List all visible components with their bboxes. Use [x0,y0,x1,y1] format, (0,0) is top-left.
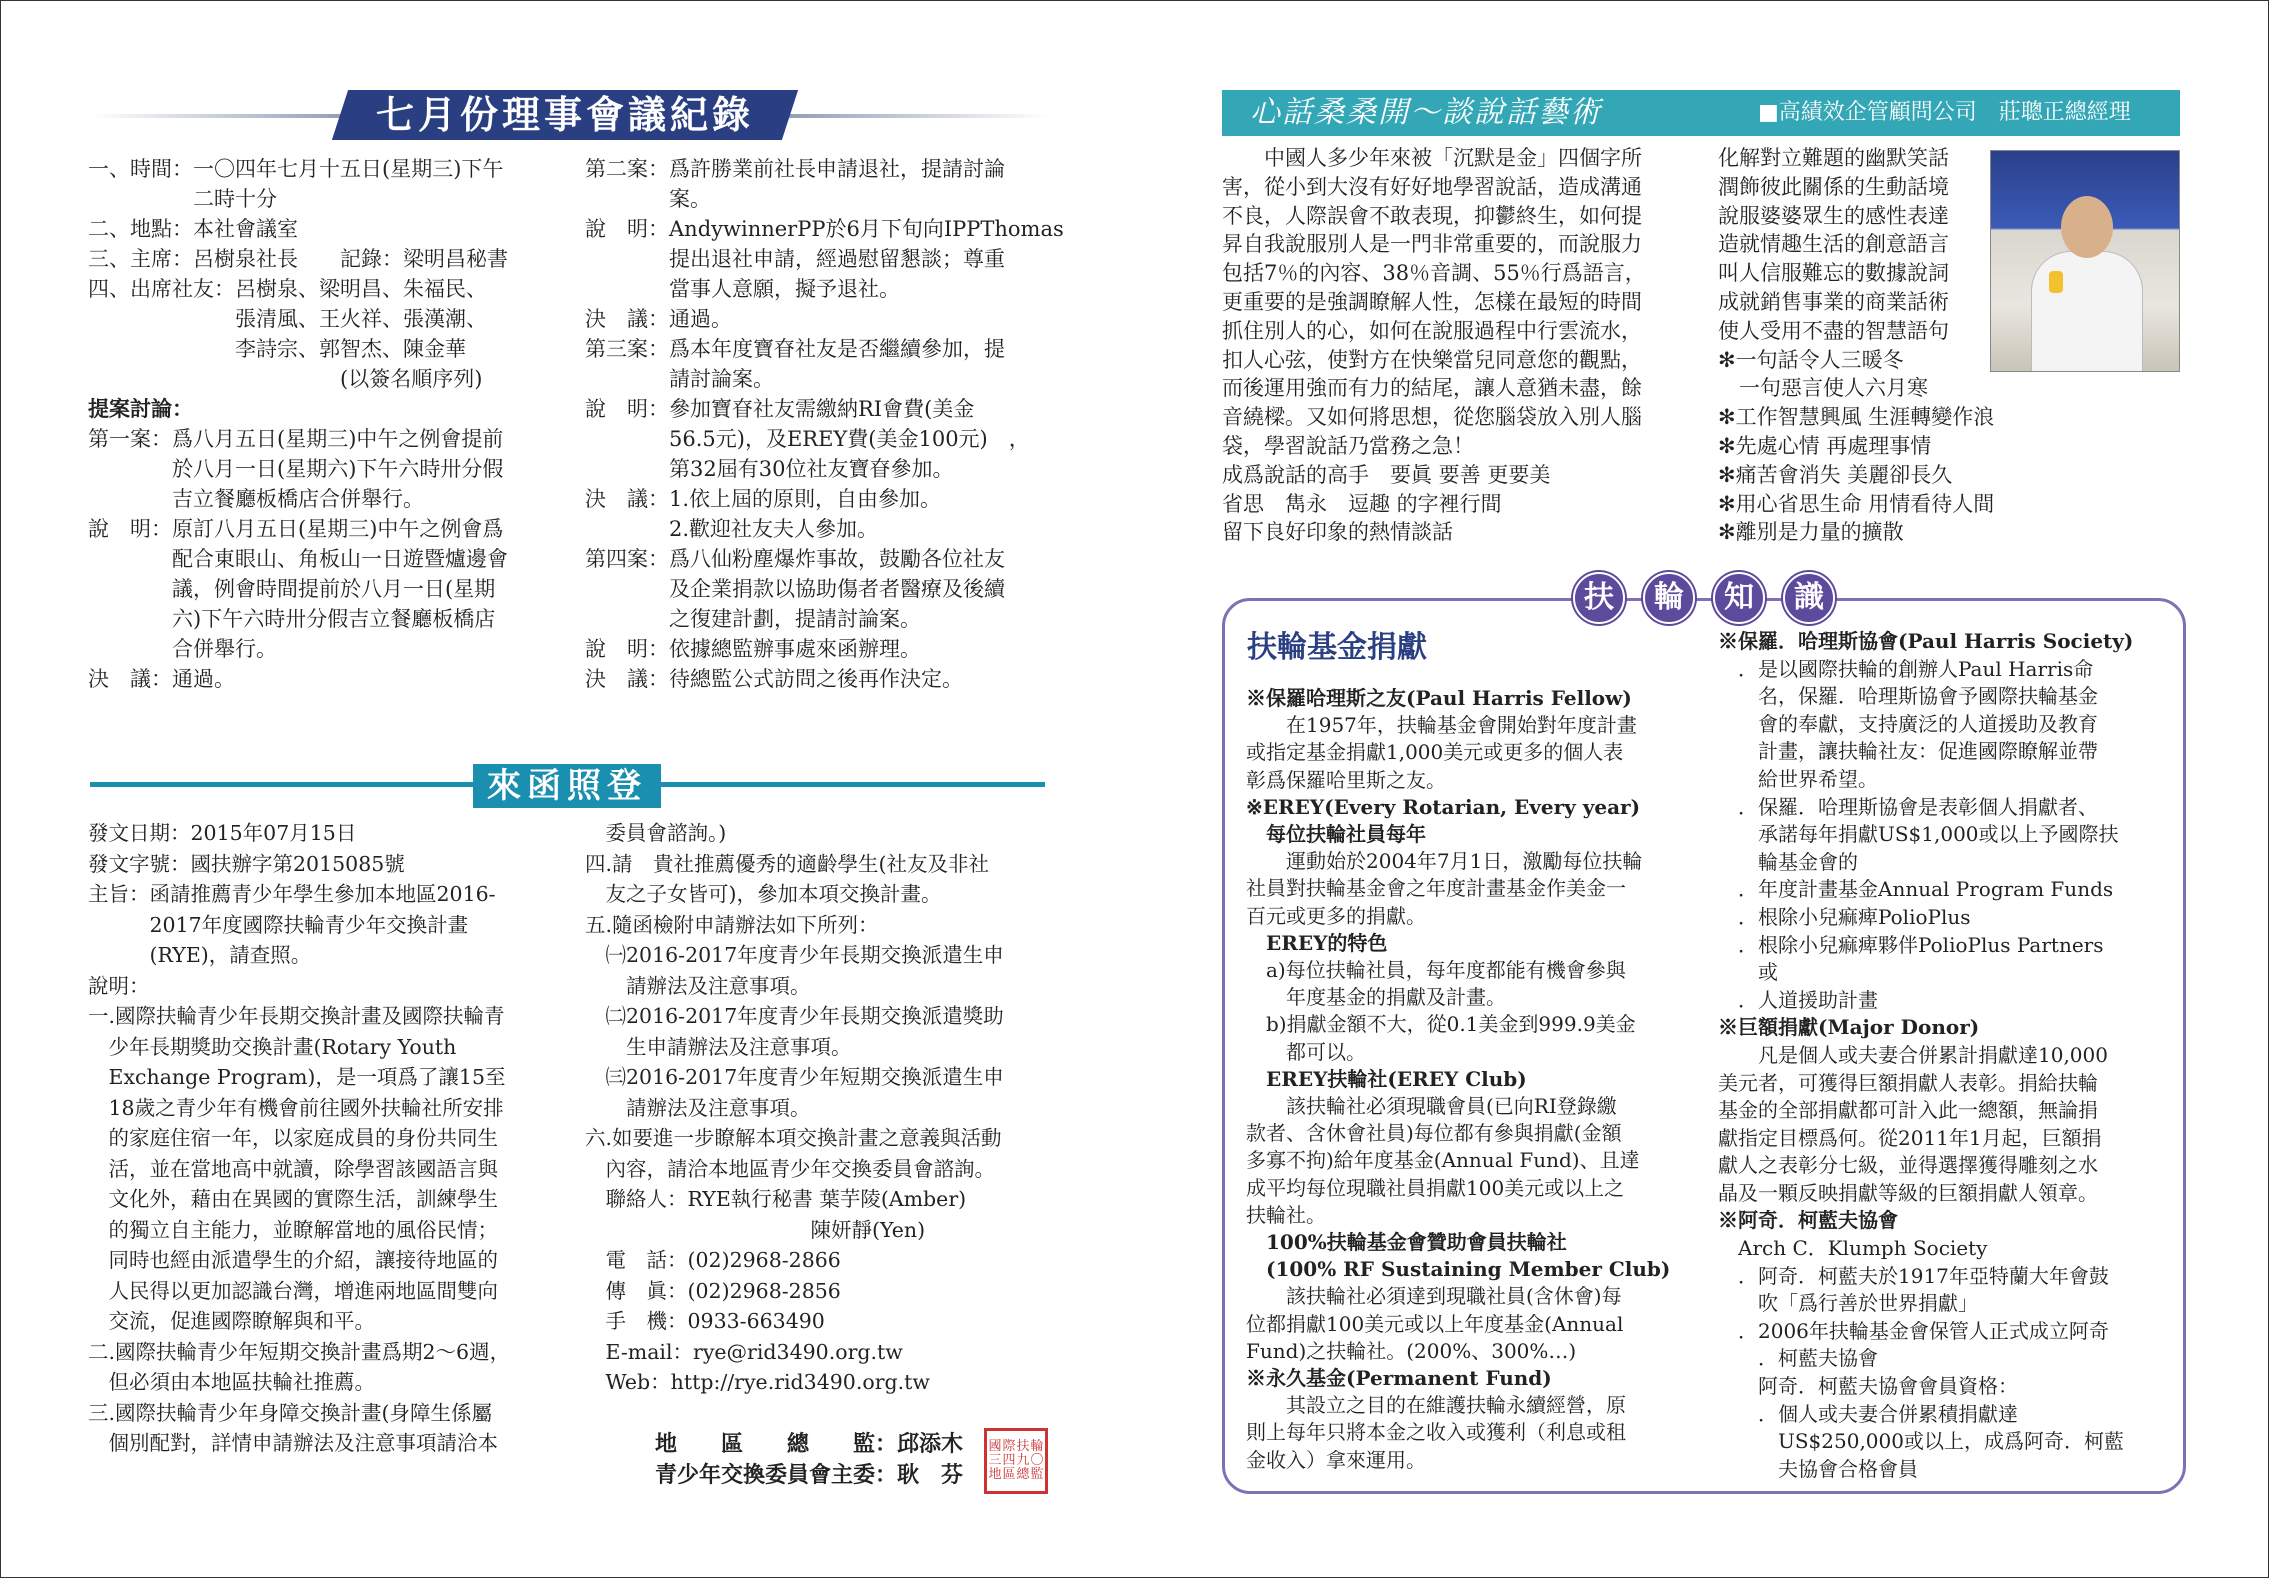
text-line: 請討論案。 [585,367,774,391]
text-line: 二時十分 [88,187,277,211]
text-line: 聯絡人：RYE執行秘書 葉芋陵(Amber) [585,1187,967,1211]
text-line: ✻離別是力量的擴散 [1718,520,1904,545]
text-line: 美元者，可獲得巨額捐獻人表彰。捐給扶輪 [1718,1070,2098,1095]
text-line: 吹「爲行善於世界捐獻」 [1718,1291,1978,1316]
seal-char: 地 [988,1467,1002,1482]
text-line: ．根除小兒痲痺夥伴PolioPlus Partners [1718,932,2104,957]
text-line: 年度基金的捐獻及計畫。 [1246,985,1506,1010]
title-rule-left [92,114,352,118]
tag-char: 識 [1783,572,1835,624]
text-line: 活，並在當地高中就讀，除學習該國語言與 [88,1156,498,1181]
text-line: ✻用心省思生命 用情看待人間 [1718,491,1995,516]
text-line: 多寡不拘)給年度基金(Annual Fund)、且達 [1246,1148,1640,1173]
text-line: 及企業捐款以協助傷者者醫療及後續 [585,577,1005,601]
text-line: 不良，人際誤會不敢表現，抑鬱終生，如何提 [1222,203,1642,228]
seal-char: 三 [988,1453,1002,1468]
text-line: 說 明：AndywinnerPP於6月下旬向IPPThomas [585,217,1064,241]
text-line: ※EREY(Every Rotarian, Every year) [1246,794,1641,819]
tag-char: 輪 [1643,572,1695,624]
microphone [2049,271,2063,293]
text-line: 或 [1718,960,1778,985]
text-line: 18歲之青少年有機會前往國外扶輪社所安排 [88,1095,504,1120]
text-line: 輪基金會的 [1718,849,1858,874]
text-line: ．阿奇．柯藍夫於1917年亞特蘭大年會鼓 [1718,1263,2109,1288]
text-line: 配合東眼山、角板山一日遊暨爐邊會 [88,547,508,571]
text-line: 2.歡迎社友夫人參加。 [585,517,879,541]
text-line: ㈡2016-2017年度青少年長期交換派遣獎助 [585,1004,1004,1028]
text-line: 第三案：爲本年度寶眘社友是否繼續參加，提 [585,337,1005,361]
text-line: EREY的特色 [1246,930,1388,955]
text-line: 100%扶輪基金會贊助會員扶輪社 [1246,1230,1567,1255]
text-line: ．2006年扶輪基金會保管人正式成立阿奇 [1718,1318,2109,1343]
text-line: 中國人多少年來被「沉默是金」四個字所 [1222,146,1642,170]
rotary-knowledge-tag [1573,572,1833,624]
text-line: 友之子女皆可)，參加本項交換計畫。 [585,882,942,906]
text-line: E-mail：rye@rid3490.org.tw [585,1339,903,1364]
text-line: 決 議：通過。 [585,307,732,331]
letter-column-2 [585,818,1004,1398]
letter-title: 來函照登 [473,764,661,808]
text-line: 的家庭住宿一年，以家庭成員的身份共同生 [88,1126,498,1150]
text-line: 彰爲保羅哈里斯之友。 [1246,767,1446,792]
minutes-title-banner [332,90,798,140]
text-line: 四.請 貴社推薦優秀的適齡學生(社友及非社 [585,851,990,876]
text-line: 名，保羅．哈理斯協會予國際扶輪基金 [1718,684,2098,709]
text-line: 六)下午六時卅分假吉立餐廳板橋店 [88,607,496,631]
text-line: 成爲說話的高手 要眞 要善 更要美 [1222,462,1551,487]
text-line: 潤飾彼此關係的生動話境 [1718,174,1949,199]
text-line: 議，例會時間提前於八月一日(星期 [88,577,496,601]
rotary-column-2 [1718,628,2133,1483]
text-line: 在1957年，扶輪基金會開始對年度計畫 [1246,713,1637,738]
minutes-title: 七月份理事會議紀錄 [375,93,754,137]
text-line: 三.國際扶輪青少年身障交換計畫(身障生係屬 [88,1400,493,1425]
seal-char: 國 [988,1439,1002,1454]
text-line: ✻痛苦會消失 美麗卻長久 [1718,462,1953,487]
text-line: 傳 眞：(02)2968-2856 [585,1278,841,1303]
text-line: 百元或更多的捐獻。 [1246,903,1426,928]
text-line: 其設立之目的在維護扶輪永續經營，原 [1246,1393,1626,1418]
text-line: 音繞樑。又如何將思想，從您腦袋放入別人腦 [1222,405,1642,430]
text-line: Web：http://rye.rid3490.org.tw [585,1370,930,1394]
text-line: 三、主席：呂樹泉社長 記錄：梁明昌秘書 [88,247,508,271]
text-line: Arch C．Klumph Society [1718,1236,1988,1261]
text-line: 內容，請洽本地區青少年交換委員會諮詢。 [585,1156,995,1181]
speaker-head [2061,196,2113,258]
text-line: ※永久基金(Permanent Fund) [1246,1366,1552,1391]
text-line: 獻人之表彰分七級，並得選擇獲得雕刻之水 [1718,1153,2098,1178]
text-line: 之復建計劃，提請討論案。 [585,607,921,631]
speaker-figure [2031,251,2143,372]
minutes-column-2 [585,154,1064,694]
text-line: ．柯藍夫協會 [1718,1346,1878,1371]
text-line: 基金的全部捐獻都可計入此一總額，無論捐 [1718,1098,2098,1123]
text-line: ✻先處心情 再處理事情 [1718,433,1932,458]
text-line: 發文字號：國扶辦字第2015085號 [88,851,405,876]
seal-char: 區 [1002,1467,1016,1482]
text-line: b)捐獻金額不大，從0.1美金到999.9美金 [1246,1012,1636,1037]
seal-char: 際 [1002,1439,1016,1454]
text-line: 而後運用強而有力的結尾，讓人意猶未盡，餘 [1222,376,1642,401]
rotary-column-1 [1246,685,1670,1474]
text-line: 袋，學習說話乃當務之急！ [1222,433,1474,458]
text-line: 少年長期獎助交換計畫(Rotary Youth [88,1034,457,1059]
text-line: 金收入）拿來運用。 [1246,1447,1426,1472]
text-line: 成就銷售事業的商業話術 [1718,289,1949,314]
text-line: 56.5元)，及EREY費(美金100元) ， [585,427,1030,451]
text-line: 提出退社申請，經過慰留懇談；尊重 [585,247,1005,271]
text-line: ．根除小兒痲痺PolioPlus [1718,904,1971,929]
text-line: 扣人心弦，使對方在快樂當兒同意您的觀點， [1222,347,1642,372]
text-line: 說 明：參加寶眘社友需繳納RI會費(美金 [585,397,975,421]
seal-char: 監 [1030,1467,1044,1482]
text-line: 陳妍靜(Yen) [585,1217,926,1242]
speech-byline: ■高績效企管顧問公司 莊聰正總經理 [1758,100,2131,125]
text-line: ．人道援助計畫 [1718,987,1878,1012]
text-line: 留下良好印象的熱情談話 [1222,520,1453,545]
text-line: 說 明：原訂八月五日(星期三)中午之例會爲 [88,517,504,541]
text-line: 張清風、王火祥、張漢潮、 [88,307,487,331]
seal-char: 四 [1002,1453,1016,1468]
text-line: ．保羅．哈理斯協會是表彰個人捐獻者、 [1718,794,2098,819]
title-rule-right [778,114,1048,118]
text-line: 發文日期：2015年07月15日 [88,821,357,845]
text-line: ※保羅．哈理斯協會(Paul Harris Society) [1718,629,2134,653]
text-line: 害，從小到大沒有好好地學習說話，造成溝通 [1222,174,1642,199]
text-line: 抓住別人的心，如何在說服過程中行雲流水， [1222,318,1642,343]
text-line: 人民得以更加認識台灣，增進兩地區間雙向 [88,1278,498,1303]
text-line: 委員會諮詢。) [585,821,727,845]
text-line: 都可以。 [1246,1039,1366,1064]
text-line: 使人受用不盡的智慧語句 [1718,318,1949,343]
text-line: 決 議：通過。 [88,667,235,691]
official-seal [984,1428,1048,1494]
text-line: 會的奉獻，支持廣泛的人道援助及教育 [1718,711,2098,736]
text-line: 獻指定目標爲何。從2011年1月起，巨額捐 [1718,1125,2102,1150]
seal-char: 〇 [1030,1453,1044,1468]
text-line: 李詩宗、郭智杰、陳金華 [88,337,466,361]
text-line: 款者、含休會社員)每位都有參與捐獻(金額 [1246,1121,1622,1146]
text-line: (100% RF Sustaining Member Club) [1246,1257,1671,1282]
text-line: 請辦法及注意事項。 [585,1095,811,1120]
text-line: 更重要的是強調瞭解人性，怎樣在最短的時間 [1222,289,1642,314]
text-line: 案。 [585,187,711,211]
text-line: 化解對立難題的幽默笑話 [1718,146,1949,170]
text-line: ✻工作智慧興風 生涯轉變作浪 [1718,405,1995,430]
text-line: 個別配對，詳情申請辦法及注意事項請洽本 [88,1431,498,1455]
text-line: 的獨立自主能力，並瞭解當地的風俗民情； [88,1217,498,1242]
fund-donation-title: 扶輪基金捐獻 [1247,630,1427,665]
text-line: 二.國際扶輪青少年短期交換計畫爲期2～6週， [88,1339,511,1364]
text-line: 每位扶輪社員每年 [1246,822,1426,847]
text-line: US$250,000或以上，成爲阿奇．柯藍 [1718,1429,2124,1454]
tag-char: 扶 [1573,572,1625,624]
text-line: 六.如要進一步瞭解本項交換計畫之意義與活動 [585,1126,1002,1150]
text-line: 主旨：函請推薦青少年學生參加本地區2016- [88,882,496,906]
text-line: ．是以國際扶輪的創辦人Paul Harris命 [1718,656,2094,681]
text-line: 說明： [88,973,150,998]
text-line: 說 明：依據總監辦事處來函辦理。 [585,637,921,661]
seal-char: 輪 [1030,1439,1044,1454]
tag-char: 知 [1713,572,1765,624]
text-line: ※巨額捐獻(Major Donor) [1718,1015,1980,1040]
text-line: 計畫，讓扶輪社友：促進國際瞭解並帶 [1718,739,2098,764]
minutes-column-1 [88,154,508,694]
text-line: 給世界希望。 [1718,766,1878,791]
text-line: 決 議：1.依上屆的原則，自由參加。 [585,487,942,511]
text-line: (RYE)，請查照。 [88,943,312,967]
seal-char: 總 [1016,1467,1030,1482]
text-line: EREY扶輪社(EREY Club) [1246,1066,1527,1091]
text-line: 說服婆婆眾生的感性表達 [1718,203,1949,228]
text-line: 五.隨函檢附申請辦法如下所列： [585,912,879,937]
text-line: 二、地點：本社會議室 [88,217,298,241]
text-line: 交流，促進國際瞭解與和平。 [88,1309,375,1333]
text-line: 承諾每年捐獻US$1,000或以上予國際扶 [1718,822,2119,847]
text-line: Fund)之扶輪社。(200%、300%…) [1246,1338,1577,1363]
text-line: 凡是個人或夫妻合併累計捐獻達10,000 [1718,1042,2108,1067]
text-line: 昇自我說服別人是一門非常重要的，而說服力 [1222,232,1642,257]
text-line: ✻一句話令人三暖冬 [1718,347,1904,372]
text-line: 第一案：爲八月五日(星期三)中午之例會提前 [88,427,504,451]
signature-governor: 地 區 總 監：邱添木 [655,1431,964,1457]
text-line: ※保羅哈理斯之友(Paul Harris Fellow) [1246,686,1632,710]
text-line: 生申請辦法及注意事項。 [585,1034,852,1059]
text-line: a)每位扶輪社員，每年度都能有機會參與 [1246,958,1626,983]
text-line: (以簽名順序列) [88,367,483,391]
text-line: 2017年度國際扶輪青少年交換計畫 [88,912,469,937]
speech-column-1 [1222,144,1646,547]
text-line: 包括7％的內容、38％音調、55％行爲語言， [1222,261,1646,286]
speech-column-2 [1718,144,1994,547]
text-line: 或指定基金捐獻1,000美元或更多的個人表 [1246,740,1624,765]
text-line: 該扶輪社必須達到現職社員(含休會)每 [1246,1284,1622,1309]
speaker-photo [1990,150,2180,372]
text-line: 決 議：待總監公式訪問之後再作決定。 [585,667,963,691]
text-line: 造就情趣生活的創意語言 [1718,232,1949,257]
text-line: 第32屆有30位社友寶眘參加。 [585,457,954,481]
text-line: 第四案：爲八仙粉塵爆炸事故，鼓勵各位社友 [585,547,1005,571]
text-line: 扶輪社。 [1246,1202,1326,1227]
text-line: ．年度計畫基金Annual Program Funds [1718,877,2114,902]
text-line: 位都捐獻100美元或以上年度基金(Annual [1246,1311,1624,1336]
text-line: 四、出席社友：呂樹泉、梁明昌、朱福民、 [88,277,487,301]
text-line: 但必須由本地區扶輪社推薦。 [88,1370,375,1394]
signature-committee-chair: 青少年交換委員會主委：耿 芬 [655,1462,964,1488]
text-line: 社員對扶輪基金會之年度計畫基金作美金一 [1246,876,1626,901]
text-line: Exchange Program)，是一項爲了讓15至 [88,1065,506,1089]
text-line: ㈢2016-2017年度青少年短期交換派遣生申 [585,1065,1004,1089]
text-line: 該扶輪社必須現職會員(已向RI登錄繳 [1246,1094,1617,1119]
text-line: 一句惡言使人六月寒 [1718,376,1928,401]
text-line: 請辦法及注意事項。 [585,973,811,998]
text-line: 電 話：(02)2968-2866 [585,1248,841,1272]
seal-char: 扶 [1016,1439,1030,1454]
text-line: ※阿奇．柯藍夫協會 [1718,1208,1898,1233]
text-line: 晶及一顆反映捐獻等級的巨額捐獻人領章。 [1718,1180,2098,1205]
text-line: ．個人或夫妻合併累積捐獻達 [1718,1401,2018,1426]
text-line: 省思 雋永 逗趣 的字裡行間 [1222,491,1502,516]
letter-column-1 [88,818,510,1459]
text-line: 當事人意願，擬予退社。 [585,277,900,301]
text-line: 阿奇．柯藍夫協會會員資格： [1718,1374,2018,1399]
text-line: 手 機：0933-663490 [585,1309,825,1333]
text-line: 一、時間：一〇四年七月十五日(星期三)下午 [88,157,504,181]
text-line: ㈠2016-2017年度青少年長期交換派遣生申 [585,943,1004,967]
text-line: 吉立餐廳板橋店合併舉行。 [88,487,424,511]
text-line: 夫協會合格會員 [1718,1456,1918,1481]
text-line: 則上每年只將本金之收入或獲利（利息或租 [1246,1420,1626,1445]
text-line: 成平均每位現職社員捐獻100美元或以上之 [1246,1175,1625,1200]
text-line: 合併舉行。 [88,637,277,661]
text-line: 於八月一日(星期六)下午六時卅分假 [88,457,504,481]
text-line: 叫人信服難忘的數據說詞 [1718,261,1949,286]
text-line: 運動始於2004年7月1日，激勵每位扶輪 [1246,849,1643,874]
seal-char: 九 [1016,1453,1030,1468]
text-line: 提案討論： [88,396,193,421]
speech-title: 心話桑桑開～談說話藝術 [1250,95,1602,130]
text-line: 第二案：爲許勝業前社長申請退社，提請討論 [585,157,1005,181]
text-line: 一.國際扶輪青少年長期交換計畫及國際扶輪青 [88,1004,505,1028]
text-line: 同時也經由派遣學生的介紹，讓接待地區的 [88,1248,498,1272]
text-line: 文化外，藉由在異國的實際生活，訓練學生 [88,1187,498,1211]
